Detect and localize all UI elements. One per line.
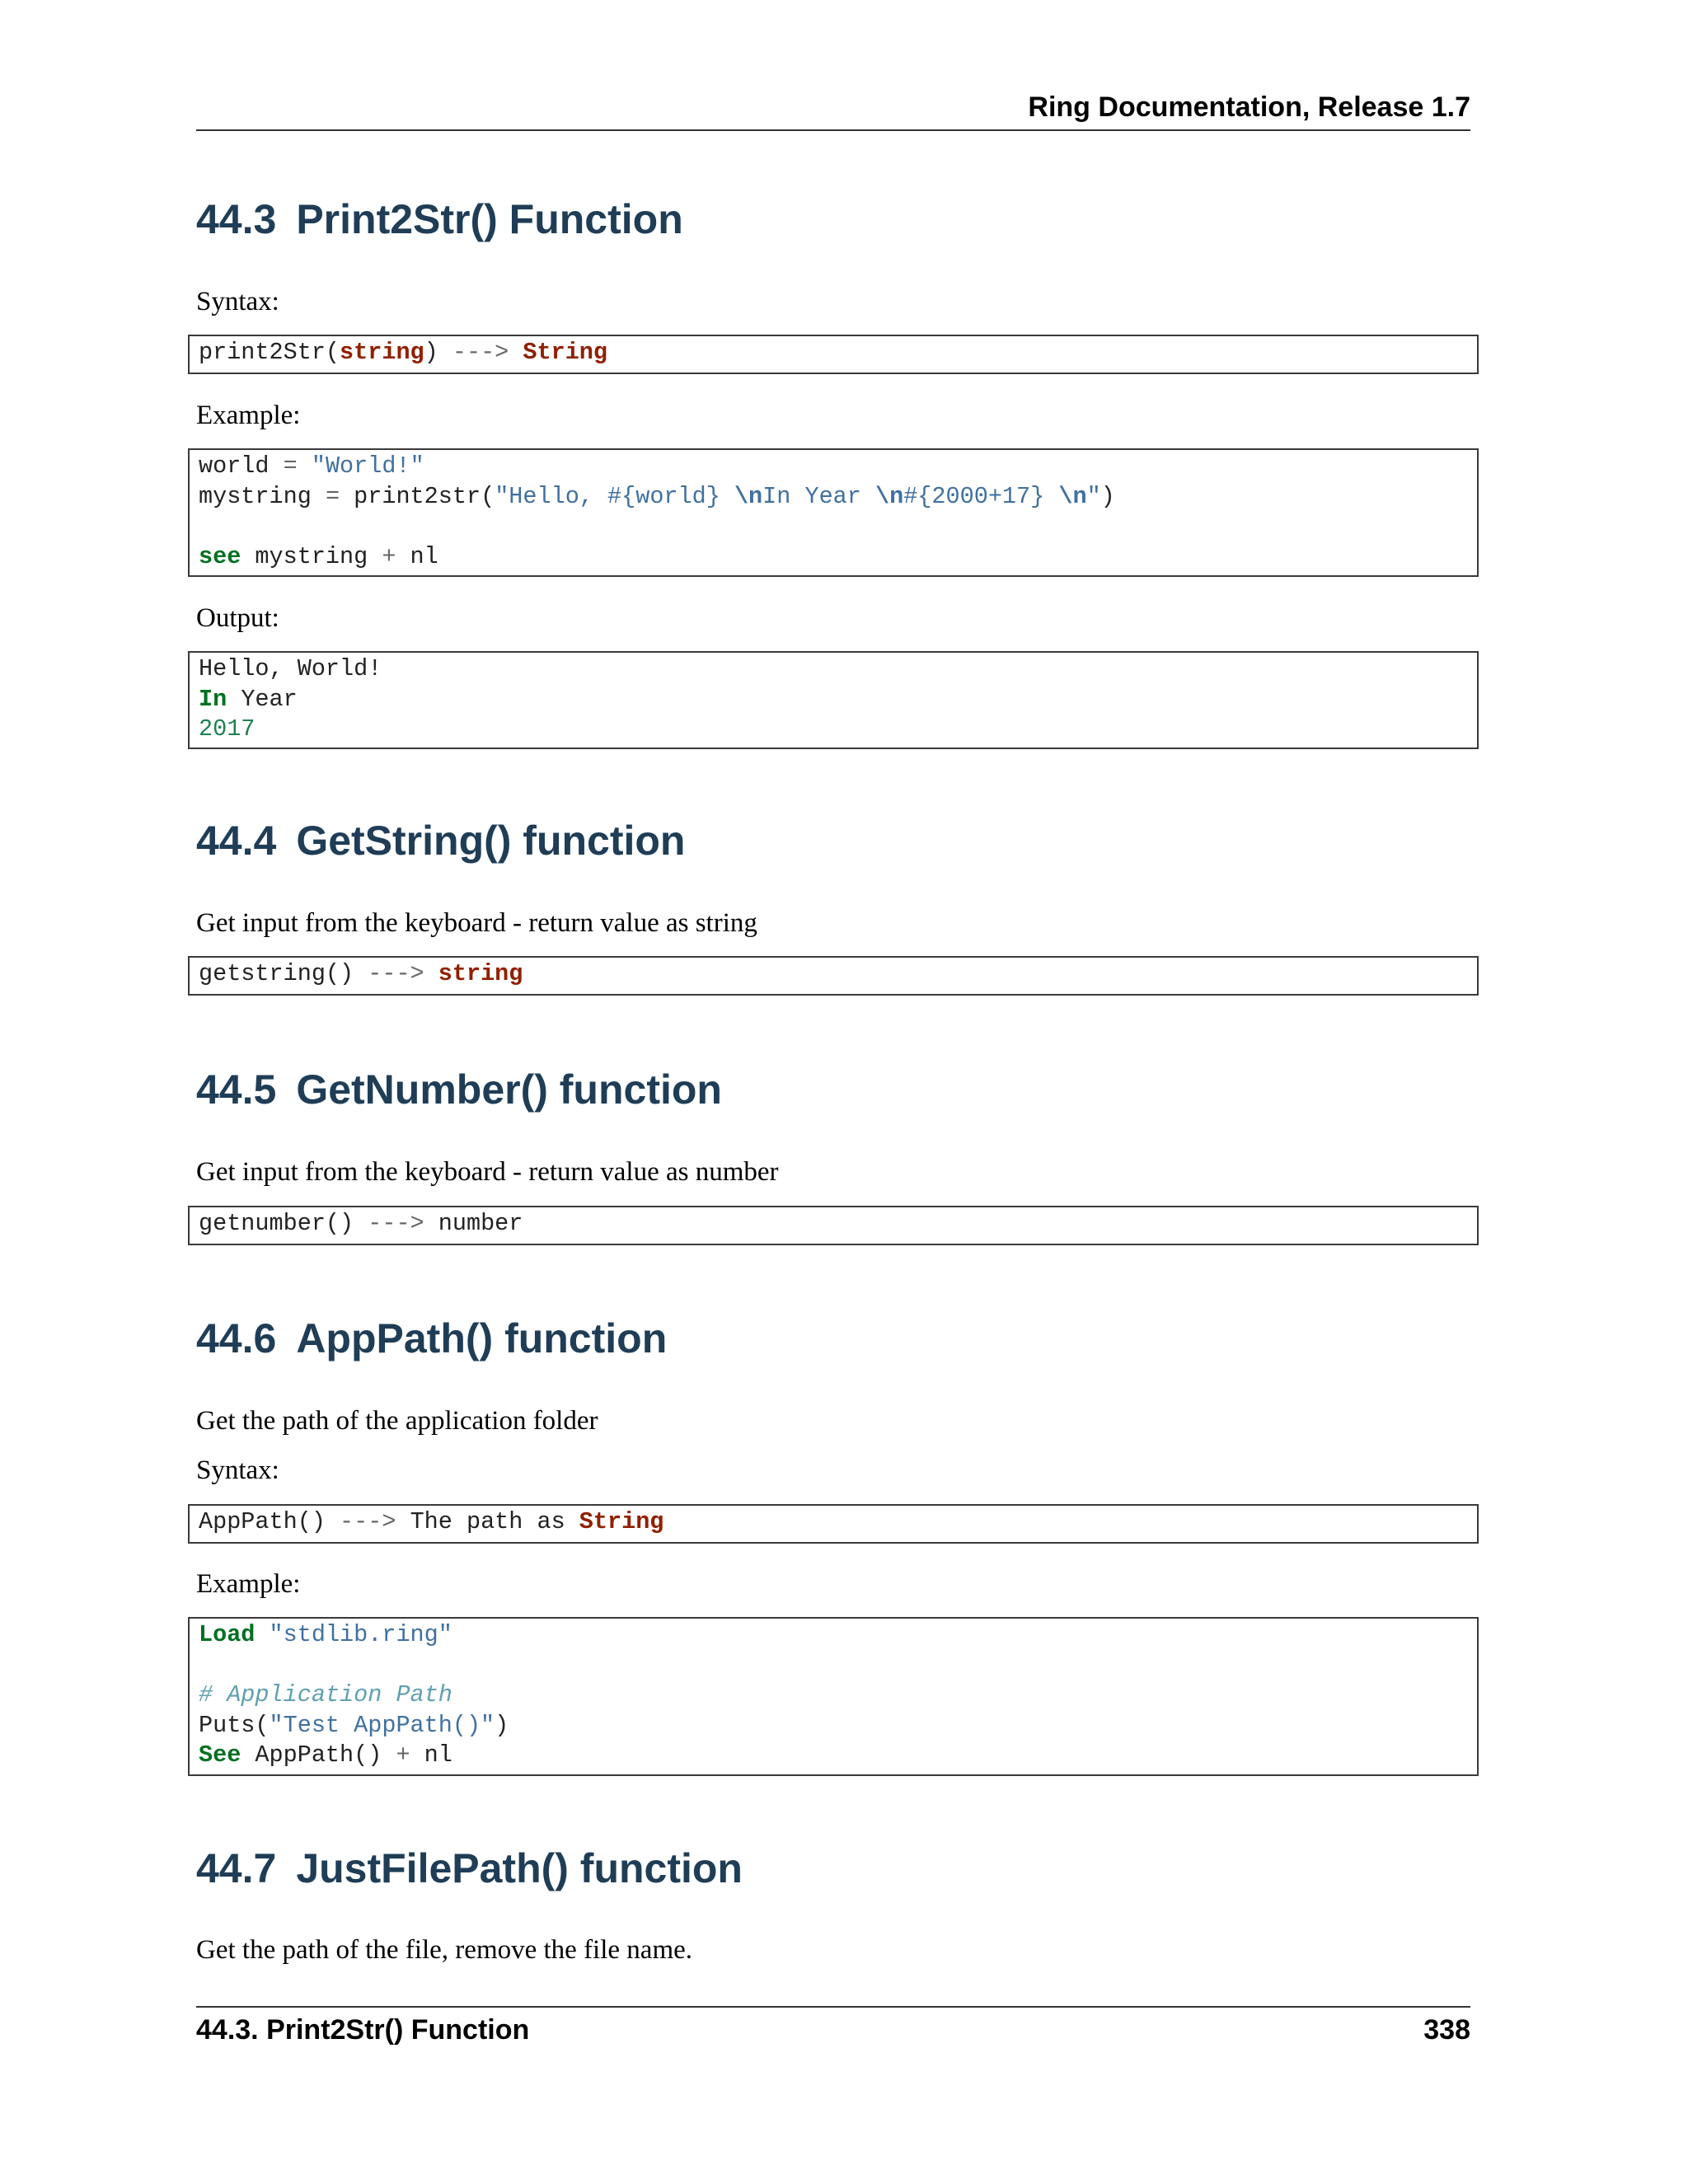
code-token: "Test AppPath()" (269, 1711, 495, 1739)
code-token: "stdlib.ring" (269, 1621, 452, 1648)
section-number: 44.5 (196, 1066, 277, 1113)
section-description: Get input from the keyboard - return value as string (196, 908, 757, 938)
code-token: + (382, 542, 396, 570)
code-token: nl (396, 542, 438, 570)
footer-section-title: 44.3. Print2Str() Function (196, 2014, 530, 2046)
section-title: GetNumber() function (296, 1066, 722, 1113)
code-token: ) (495, 1711, 509, 1739)
code-token: 2017 (199, 715, 256, 743)
code-token: ) (424, 339, 438, 366)
code-line (199, 715, 1469, 745)
code-token (255, 1621, 269, 1648)
section-title: Print2Str() Function (296, 196, 683, 242)
code-token: \n (734, 482, 763, 510)
code-token: "Hello, #{world} (495, 482, 734, 510)
code-token: = (283, 452, 298, 480)
code-token: string (340, 339, 424, 366)
code-line (199, 338, 1469, 368)
code-token: The path as (410, 1508, 579, 1535)
code-token: ---> (354, 1210, 438, 1237)
section-heading-44-3 (196, 194, 683, 244)
code-block-apppath-example (188, 1617, 1479, 1776)
syntax-label: Syntax: (196, 1455, 279, 1485)
code-token: world (199, 452, 284, 480)
section-description: Get the path of the application folder (196, 1406, 598, 1436)
code-token: AppPath() (199, 1508, 326, 1535)
code-token: String (523, 339, 608, 366)
code-line (199, 1741, 1469, 1771)
example-label: Example: (196, 1569, 301, 1599)
code-token: ) (1100, 482, 1115, 510)
code-token: getstring() (199, 960, 354, 987)
section-heading-44-5 (196, 1065, 722, 1114)
section-title: GetString() function (296, 818, 686, 864)
section-number: 44.7 (196, 1845, 277, 1891)
code-block-getnumber (188, 1206, 1479, 1245)
code-token: nl (410, 1741, 452, 1769)
code-token: Year (227, 685, 298, 713)
section-number: 44.6 (196, 1315, 277, 1361)
code-token: \n (1058, 482, 1087, 510)
code-token: ---> (325, 1508, 410, 1535)
code-line (199, 959, 1469, 990)
section-description: Get input from the keyboard - return value as number (196, 1157, 779, 1187)
code-token: = (325, 482, 340, 510)
code-line (199, 654, 1469, 685)
code-token: Load (199, 1621, 256, 1648)
code-token: ---> (438, 339, 523, 366)
code-token: ---> (354, 960, 438, 987)
code-line (199, 1209, 1469, 1240)
code-token: mystring (241, 542, 382, 570)
syntax-label: Syntax: (196, 287, 279, 316)
code-token: See (199, 1741, 241, 1769)
code-line (199, 482, 1469, 513)
section-heading-44-6 (196, 1314, 667, 1363)
code-token: " (1086, 482, 1101, 510)
section-number: 44.3 (196, 196, 277, 242)
code-token: print2Str( (199, 339, 340, 366)
code-token: String (579, 1508, 664, 1535)
code-token: Puts( (199, 1711, 270, 1739)
code-token: string (438, 960, 523, 987)
code-token (298, 452, 312, 480)
code-block-getstring (188, 956, 1479, 996)
code-token: getnumber() (199, 1210, 354, 1237)
code-line (199, 542, 1469, 573)
code-token: mystring (199, 482, 326, 510)
footer-rule (196, 2006, 1470, 2008)
code-token: number (438, 1210, 523, 1237)
code-block-print2str-syntax (188, 335, 1479, 374)
code-token: + (396, 1741, 410, 1769)
section-title: AppPath() function (296, 1315, 668, 1361)
code-block-print2str-output (188, 651, 1479, 749)
code-line (199, 1651, 1469, 1681)
code-line (199, 512, 1469, 542)
running-header: Ring Documentation, Release 1.7 (1028, 91, 1470, 123)
code-token: print2str( (340, 482, 495, 510)
section-number: 44.4 (196, 818, 277, 864)
code-line (199, 1680, 1469, 1711)
code-token: In Year (762, 482, 875, 510)
code-token: #{2000+17} (903, 482, 1059, 510)
code-token: # Application Path (199, 1681, 452, 1708)
page-number: 338 (1423, 2014, 1470, 2046)
section-title: JustFilePath() function (296, 1845, 743, 1891)
code-block-apppath-syntax (188, 1504, 1479, 1544)
code-token: \n (874, 482, 904, 510)
section-heading-44-7 (196, 1844, 743, 1893)
code-line (199, 1711, 1469, 1741)
code-block-print2str-example (188, 448, 1479, 577)
code-line (199, 685, 1469, 715)
header-rule (196, 129, 1470, 131)
code-token: see (199, 542, 241, 570)
code-token: Hello, World! (199, 655, 382, 682)
example-label: Example: (196, 401, 301, 430)
section-description: Get the path of the file, remove the file name. (196, 1935, 693, 1965)
section-heading-44-4 (196, 816, 685, 865)
code-line (199, 452, 1469, 482)
code-token: AppPath() (241, 1741, 396, 1769)
code-line (199, 1507, 1469, 1538)
code-token: "World!" (311, 452, 424, 480)
code-token: In (199, 685, 227, 713)
output-label: Output: (196, 603, 279, 633)
code-line (199, 1620, 1469, 1651)
